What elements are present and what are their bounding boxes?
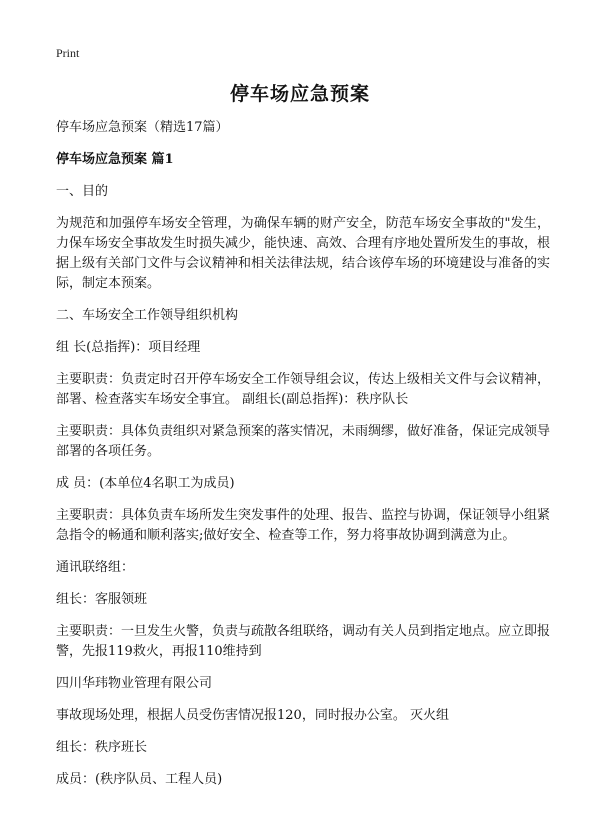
paragraph: 通讯联络组： <box>56 560 135 575</box>
paragraph: 主要职责：具体负责车场所发生突发事件的处理、报告、监控与协调，保证领导小组紧急指令的畅通和顺利落实;做好安全、检查等工作，努力将事故协调到满意为止。 <box>56 508 551 543</box>
doc-subtitle: 停车场应急预案（精选17篇） <box>56 120 229 135</box>
paragraph: 成员：(秩序队员、工程人员) <box>56 772 223 787</box>
paragraph: 主要职责：一旦发生火警，负责与疏散各组联络，调动有关人员到指定地点。应立即报警，先报119救火，再报110维持到 <box>56 624 551 659</box>
paragraph: 事故现场处理，根据人员受伤害情况报120，同时报办公室。 灭火组 <box>56 708 449 723</box>
paragraph: 一、目的 <box>56 184 109 199</box>
paragraph: 组长：客服领班 <box>56 592 148 607</box>
paragraph: 主要职责：具体负责组织对紧急预案的落实情况，未雨绸缪，做好准备，保证完成领导部署的各项任务。 <box>56 424 551 459</box>
paragraph: 为规范和加强停车场安全管理，为确保车辆的财产安全，防范车场安全事故的"发生，力保车场安全事故发生时损失减少，能快速、高效、合理有序地处置所发生的事故，根据上级有关部门文件与会议精神和相关法律法规，结合该停车场的环境建设与准备的实际，制定本预案。 <box>56 216 551 291</box>
paragraph: 组长：秩序班长 <box>56 740 148 755</box>
print-label: Print <box>56 46 80 60</box>
paragraph: 主要职责：负责定时召开停车场安全工作领导组会议，传达上级相关文件与会议精神，部署、检查落实车场安全事宜。 副组长(副总指挥)：秩序队长 <box>56 372 551 407</box>
section-heading: 停车场应急预案 篇1 <box>56 152 174 167</box>
document-body <box>56 118 550 802</box>
document-title: 停车场应急预案 <box>229 83 370 105</box>
paragraph: 成 员：(本单位4名职工为成员) <box>56 476 235 491</box>
paragraph: 四川华玮物业管理有限公司 <box>56 676 213 691</box>
paragraph: 组 长(总指挥)：项目经理 <box>56 340 201 355</box>
paragraph: 二、车场安全工作领导组织机构 <box>56 308 239 323</box>
